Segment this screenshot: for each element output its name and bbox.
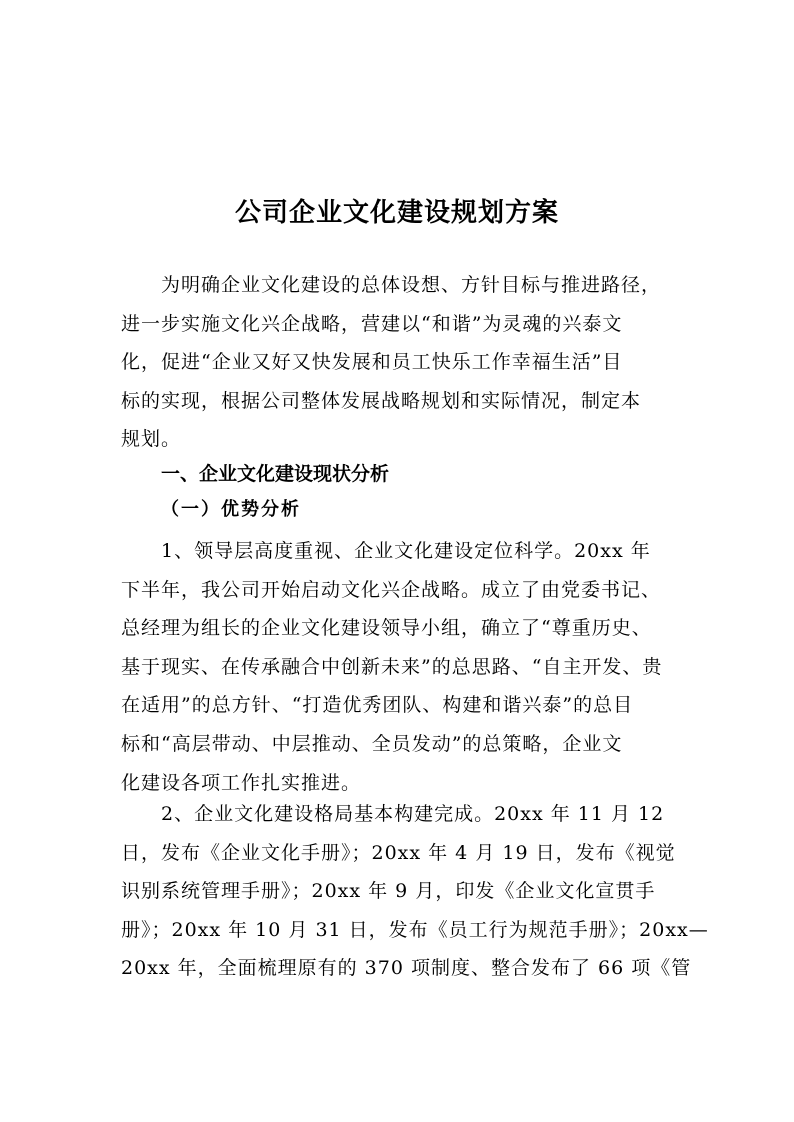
item-1-line: 1、领导层高度重视、企业文化建设定位科学。20xx 年 (161, 540, 651, 562)
item-1-line: 下半年，我公司开始启动文化兴企战略。成立了由党委书记、 (121, 578, 662, 601)
intro-line: 进一步实施文化兴企战略，营建以“和谐”为灵魂的兴泰文 (121, 312, 623, 335)
item-2-paragraph (121, 795, 709, 988)
intro-line: 化，促进“企业又好又快发展和员工快乐工作幸福生活”目 (121, 351, 623, 374)
item-2-line: 日，发布《企业文化手册》；20xx 年 4 月 19 日，发布《视觉 (121, 841, 676, 864)
item-1-line: 标和“高层带动、中层推动、全员发动”的总策略，企业文 (121, 732, 623, 755)
item-2-line: 识别系统管理手册》；20xx 年 9 月，印发《企业文化宣贯手 (121, 880, 656, 903)
subsection-heading: （一）优势分析 (161, 499, 301, 520)
item-1-line: 在适用”的总方针、“打造优秀团队、构建和谐兴泰”的总目 (121, 694, 634, 717)
section-heading: 一、企业文化建设现状分析 (161, 463, 390, 485)
intro-paragraph (121, 266, 687, 459)
item-2-line: 20xx 年，全面梳理原有的 370 项制度、整合发布了 66 项《管 (121, 957, 692, 980)
intro-line: 为明确企业文化建设的总体设想、方针目标与推进路径， (161, 274, 662, 296)
intro-line: 标的实现，根据公司整体发展战略规划和实际情况，制定本 (121, 389, 642, 412)
item-1-line: 总经理为组长的企业文化建设领导小组，确立了“尊重历史、 (121, 617, 652, 640)
item-1-paragraph (121, 532, 687, 802)
item-2-line: 2、企业文化建设格局基本构建完成。20xx 年 11 月 12 (161, 803, 665, 825)
item-2-line: 册》；20xx 年 10 月 31 日，发布《员工行为规范手册》；20xx— (121, 918, 709, 941)
intro-line: 规划。 (121, 428, 182, 451)
document-title: 公司企业文化建设规划方案 (234, 198, 559, 228)
item-1-line: 基于现实、在传承融合中创新未来”的总思路、“自主开发、贵 (121, 655, 663, 678)
item-1-line: 化建设各项工作扎实推进。 (121, 771, 362, 794)
